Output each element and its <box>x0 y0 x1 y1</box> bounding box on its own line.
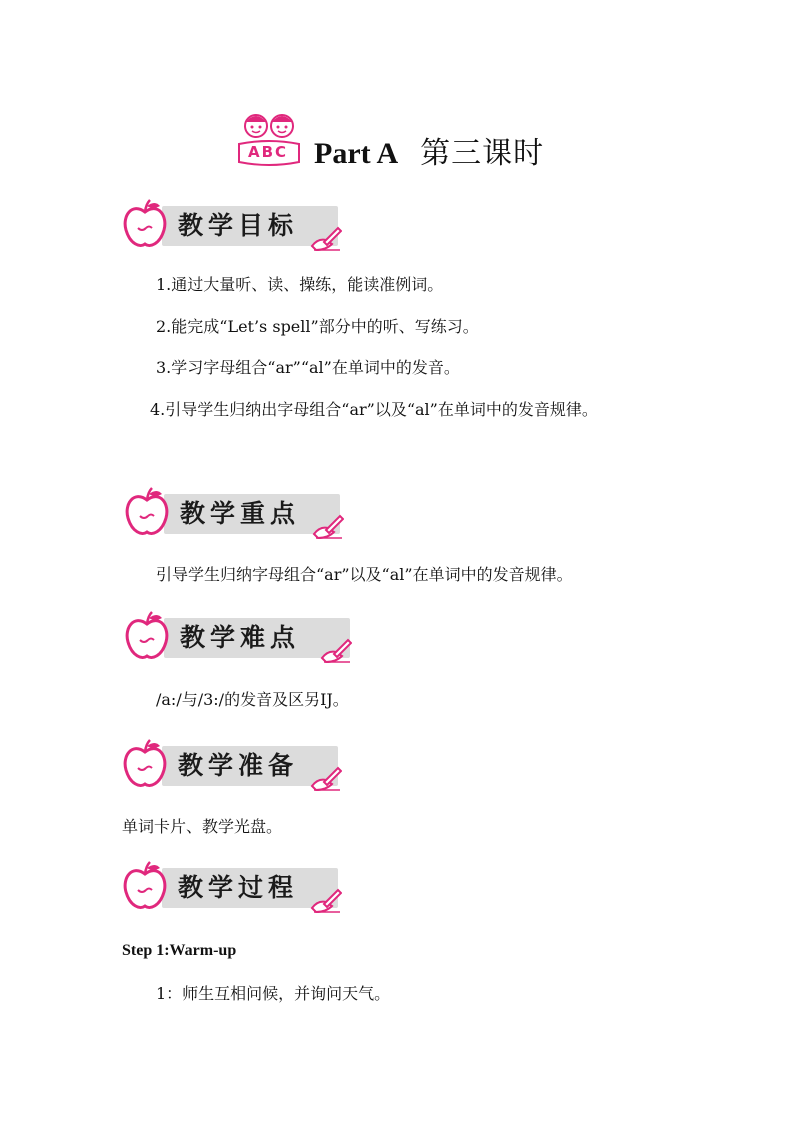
difficulties-text: /a:/与/3:/的发音及区另IJ。 <box>156 690 349 709</box>
logo-letters: ABC <box>248 143 289 161</box>
apple-icon <box>122 860 168 912</box>
section-heading-difficulties: 教学难点 <box>180 623 301 652</box>
key-points-text: 引导学生归纳字母组合“ar”以及“al”在单词中的发音规律。 <box>156 565 573 584</box>
process-item: 1：师生互相问候，并询问天气。 <box>156 984 391 1003</box>
objective-item: 1.通过大量听、读、操练，能读准例词。 <box>156 275 444 294</box>
apple-icon <box>122 738 168 790</box>
section-banner-objectives <box>122 198 344 254</box>
page-title <box>314 136 544 172</box>
abc-kids-logo-icon <box>236 110 302 168</box>
section-heading-objectives: 教学目标 <box>178 211 299 240</box>
objective-item: 2.能完成“Let’s spell”部分中的听、写练习。 <box>156 317 479 336</box>
section-heading-key-points: 教学重点 <box>180 499 301 528</box>
title-lesson: 第三课时 <box>420 136 545 171</box>
pencil-hand-icon <box>310 224 342 252</box>
objective-item: 4.引导学生归纳出字母组合“ar”以及“al”在单词中的发音规律。 <box>150 400 598 419</box>
step-title: Step 1:Warm-up <box>122 942 237 959</box>
title-part: Part A <box>314 137 399 170</box>
section-banner-key-points <box>124 486 346 542</box>
pencil-hand-icon <box>312 512 344 540</box>
apple-icon <box>124 486 170 538</box>
section-banner-preparation <box>122 738 344 794</box>
section-banner-difficulties <box>124 610 356 666</box>
apple-icon <box>124 610 170 662</box>
preparation-text: 单词卡片、教学光盘。 <box>122 817 283 836</box>
section-heading-process: 教学过程 <box>178 873 299 902</box>
pencil-hand-icon <box>310 764 342 792</box>
apple-icon <box>122 198 168 250</box>
objective-item: 3.学习字母组合“ar”“al”在单词中的发音。 <box>156 358 460 377</box>
pencil-hand-icon <box>320 636 352 664</box>
section-heading-preparation: 教学准备 <box>178 751 299 780</box>
section-banner-process <box>122 860 344 916</box>
pencil-hand-icon <box>310 886 342 914</box>
